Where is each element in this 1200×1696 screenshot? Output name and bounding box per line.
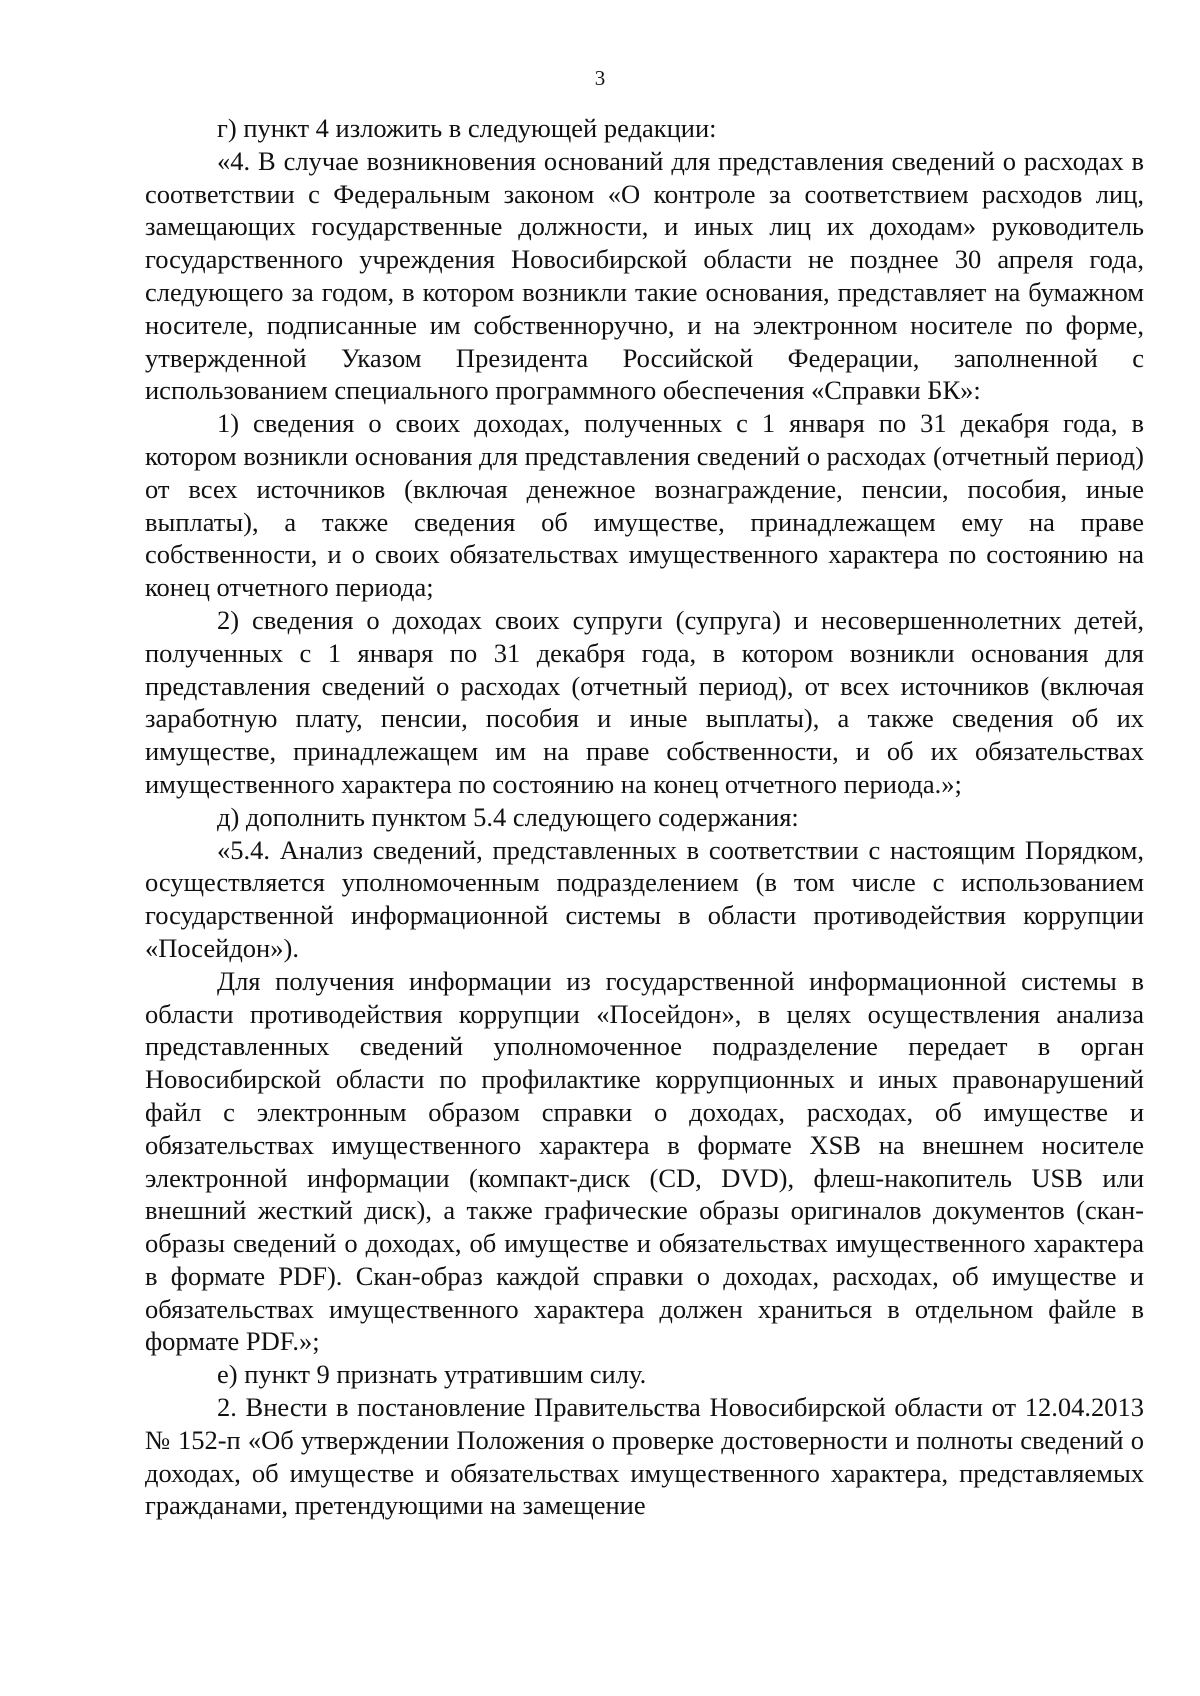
paragraph-item-e: е) пункт 9 признать утратившим силу. xyxy=(217,1359,647,1390)
paragraph-item-g: г) пункт 4 изложить в следующей редакции: xyxy=(217,113,717,143)
paragraph-clause-5-4: «5.4. Анализ сведений, представленных в соответствии с настоящим Порядком, осуществляется уполномоченным подразделением (в том числе с использованием государственной информационной системы в области противодействия коррупции «Посейдон»). xyxy=(145,834,1144,963)
paragraph-subclause-2: 2) сведения о доходах своих супруги (супруга) и несовершеннолетних детей, полученных с 1 января по 31 декабря года, в котором возникли основания для представления сведений о расходах (отчетный период), от всех источников (включая заработную плату, пенсии, пособия и иные выплаты), а также сведения об их имуществе, принадлежащем им на праве собственности, и об их обязательствах имущественного характера по состоянию на конец отчетного периода.»; xyxy=(145,604,1144,799)
paragraph-clause-4: «4. В случае возникновения оснований для представления сведений о расходах в соответствии с Федеральным законом «О контроле за соответствием расходов лиц, замещающих государственные должности, и иных лиц их доходам» руководитель государственного учреждения Новосибирской области не позднее 30 апреля года, следующего за годом, в котором возникли такие основания, представляет на бумажном носителе, подписанные им собственноручно, и на электронном носителе по форме, утвержденной Указом Президента Российской Федерации, заполненной с использованием специального программного обеспечения «Справки БК»: xyxy=(145,145,1144,406)
paragraph-poseidon-info: Для получения информации из государственной информационной системы в области противодействия коррупции «Посейдон», в целях осуществления анализа представленных сведений уполномоченное подразделение передает в орган Новосибирской области по профилактике коррупционных и иных правонарушений файл с электронным образом справки о доходах, расходах, об имуществе и обязательствах имущественного характера в формате XSB на внешнем носителе электронной информации (компакт-диск (CD, DVD), флеш-накопитель USB или внешний жесткий диск), а также графические образы оригиналов документов (скан-образы сведений о доходах, об имуществе и обязательствах имущественного характера в формате PDF). Скан-образ каждой справки о доходах, расходах, об имуществе и обязательствах имущественного характера должен храниться в отдельном файле в формате PDF.»; xyxy=(145,965,1144,1357)
document-body xyxy=(145,112,1144,1522)
page-number: 3 xyxy=(594,66,606,90)
paragraph-section-2: 2. Внести в постановление Правительства Новосибирской области от 12.04.2013 № 152-п «Об утверждении Положения о проверке достоверности и полноты сведений о доходах, об имуществе и обязательствах имущественного характера, представляемых гражданами, претендующими на замещение xyxy=(145,1392,1144,1521)
paragraph-item-d: д) дополнить пунктом 5.4 следующего содержания: xyxy=(217,801,799,832)
paragraph-subclause-1: 1) сведения о своих доходах, полученных с 1 января по 31 декабря года, в котором возникли основания для представления сведений о расходах (отчетный период) от всех источников (включая денежное вознаграждение, пенсии, пособия, иные выплаты), а также сведения об имуществе, принадлежащем ему на праве собственности, и о своих обязательствах имущественного характера по состоянию на конец отчетного периода; xyxy=(145,408,1144,603)
